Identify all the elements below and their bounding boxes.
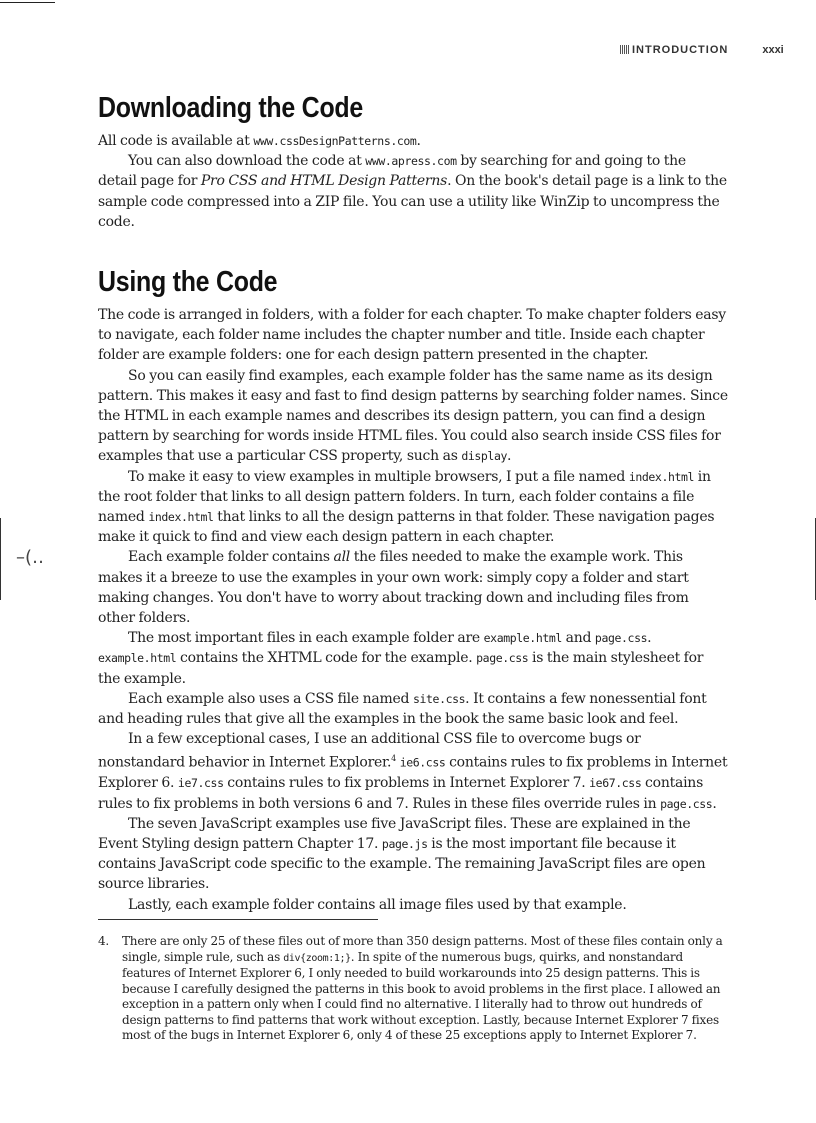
footnote-divider — [98, 919, 378, 920]
paragraph: So you can easily find examples, each example folder has the same name as its design pattern. This makes it easy and fast to find design patterns by searching folder names. Since the HTML in each example names and describes its design pattern, you can find a design pattern by searching for words inside HTML files. You could also search inside CSS files for examples that use a particular CSS property, such as display. — [98, 367, 728, 465]
header-section: INTRODUCTION — [632, 44, 729, 56]
paragraph: The seven JavaScript examples use five JavaScript files. These are explained in the Event Styling design pattern Chapter 17. page.js is the most important file because it contains JavaScript code specific to the example. The remaining JavaScript files are open source libraries. — [98, 815, 706, 893]
page-number: xxxi — [762, 44, 784, 56]
heading-downloading: Downloading the Code — [98, 92, 364, 124]
footnote-text: There are only 25 of these files out of more than 350 design patterns. Most of these files contain only a single, simple rule, such as div{zoom:1;}. In spite of the numerous bugs, quirks, and nonstandard features of Internet Explorer 6, I only needed to build workarounds into 25 design patterns. This is because I carefully designed the patterns in this book to avoid problems in the first place. I allowed an exception in a pattern only when I could find no alternative. I literally had to throw out hundreds of design patterns to find patterns that work without exception. Lastly, because Internet Explorer 7 fixes most of the bugs in Internet Explorer 6, only 4 of these 25 exceptions apply to Internet Explorer 7. — [122, 934, 723, 1042]
header-bars-icon — [620, 45, 630, 54]
page-content — [98, 92, 728, 915]
paragraph: To make it easy to view examples in multiple browsers, I put a file named index.html in the root folder that links to all design pattern folders. In turn, each folder contains a file named index.html that links to all the design patterns in that folder. These navigation pages make it quick to find and view each design pattern in each chapter. — [98, 468, 715, 546]
top-rule — [0, 2, 55, 3]
paragraph: In a few exceptional cases, I use an additional CSS file to overcome bugs or nonstandard behavior in Internet Explorer.$^4$ ie6.css contains rules to fix problems in Internet Explorer 6. ie7.css contains rules to fix problems in Internet Explorer 7. ie67.css contains rules to fix problems in both versions 6 and 7. Rules in these files override rules in page.css. — [98, 731, 728, 812]
crop-mark-left — [0, 518, 1, 600]
paragraph: Each example folder contains all the files needed to make the example work. This makes it a breeze to use the examples in your own work: simply copy a folder and start making changes. You don't have to worry about tracking down and including files from other folders. — [98, 549, 689, 627]
heading-using: Using the Code — [98, 266, 278, 299]
paragraph: Each example also uses a CSS file named site.css. It contains a few nonessential font and heading rules that give all the examples in the book the same basic look and feel. — [98, 690, 707, 728]
paragraph: All code is available at www.cssDesignPatterns.com. — [98, 133, 421, 149]
footnote-number: 4. — [98, 934, 110, 948]
paragraph: You can also download the code at www.apress.com by searching for and going to the detail page for Pro CSS and HTML Design Patterns. On the book's detail page is a link to the sample code compressed into a ZIP file. You can use a utility like WinZip to uncompress the code. — [98, 153, 727, 230]
footnote — [98, 934, 728, 1044]
footnote-ref[interactable]: 4 — [391, 754, 396, 764]
registration-mark-icon: –(‥ — [16, 547, 45, 568]
paragraph: The code is arranged in folders, with a folder for each chapter. To make chapter folders easy to navigate, each folder name includes the chapter number and title. Inside each chapter folder are example folders: one for each design pattern presented in the chapter. — [98, 307, 726, 364]
paragraph: Lastly, each example folder contains all image files used by that example. — [128, 896, 627, 913]
running-header — [620, 44, 784, 56]
paragraph: The most important files in each example folder are example.html and page.css. example.html contains the XHTML code for the example. page.css is the main stylesheet for the example. — [98, 630, 704, 687]
